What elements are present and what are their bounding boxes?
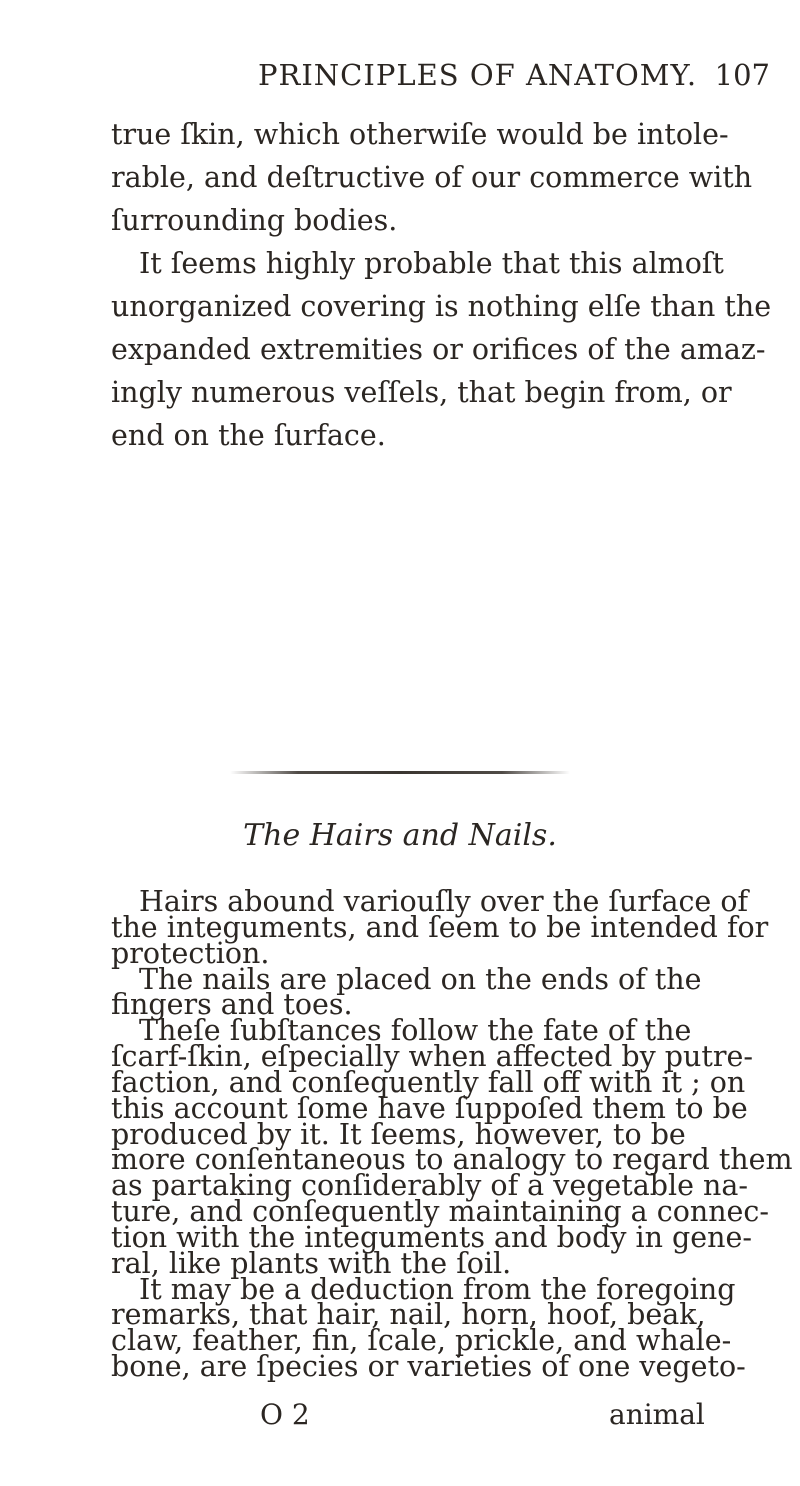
section-divider [230,771,570,774]
text-line: ingly numerous veſſels, that begin from, or [111,376,732,409]
text-line: unorganized covering is nothing elſe than the [111,290,772,323]
text-line: the integuments, and ſeem to be intended for [111,911,769,944]
text-line: rable, and deſtructive of our commerce with [111,161,753,194]
section-heading: The Hairs and Nails. [243,818,557,853]
text-line: true ſkin, which otherwiſe would be intole- [111,118,729,151]
text-line: ral, like plants with the ſoil. [111,1247,512,1280]
text-line: tion with the integuments and body in gene- [111,1221,752,1254]
text-line: Hairs abound variouſly over the ſurface of [139,885,749,918]
text-line: It may be a deduction from the foregoing [139,1273,736,1306]
text-line: fingers and toes. [111,988,353,1021]
text-line: bone, are ſpecies or varieties of one vegeto- [111,1350,746,1383]
text-line: end on the ſurface. [111,419,386,452]
catchword: animal [609,1398,705,1431]
text-line: ture, and conſequently maintaining a connec- [111,1195,770,1228]
text-line: ſurrounding bodies. [111,204,398,237]
page-header [258,58,770,98]
text-line: It ſeems highly probable that this almoſt [139,247,724,280]
text-line: ſcarf-ſkin, eſpecially when affected by putre- [111,1040,753,1073]
text-line: as partaking conſiderably of a vegetable na- [111,1169,749,1202]
text-line: The nails are placed on the ends of the [139,963,702,996]
text-line: faction, and conſequently fall off with it ; on [111,1066,746,1099]
running-title: PRINCIPLES OF ANATOMY. [258,58,698,92]
text-line: produced by it. It ſeems, however, to be [111,1118,686,1151]
text-line: Theſe ſubſtances follow the fate of the [139,1014,692,1047]
text-line: protection. [111,937,270,970]
text-line: expanded extremities or orifices of the amaz- [111,333,766,366]
text-line: remarks, that hair, nail, horn, hoof, beak, [111,1298,706,1331]
page-number: 107 [714,58,770,92]
text-line: more conſentaneous to analogy to regard them [111,1143,793,1176]
text-line: claw, feather, fin, ſcale, prickle, and whale- [111,1324,732,1357]
text-line: this account ſome have ſuppoſed them to be [111,1092,748,1125]
signature-mark: O 2 [260,1398,310,1431]
